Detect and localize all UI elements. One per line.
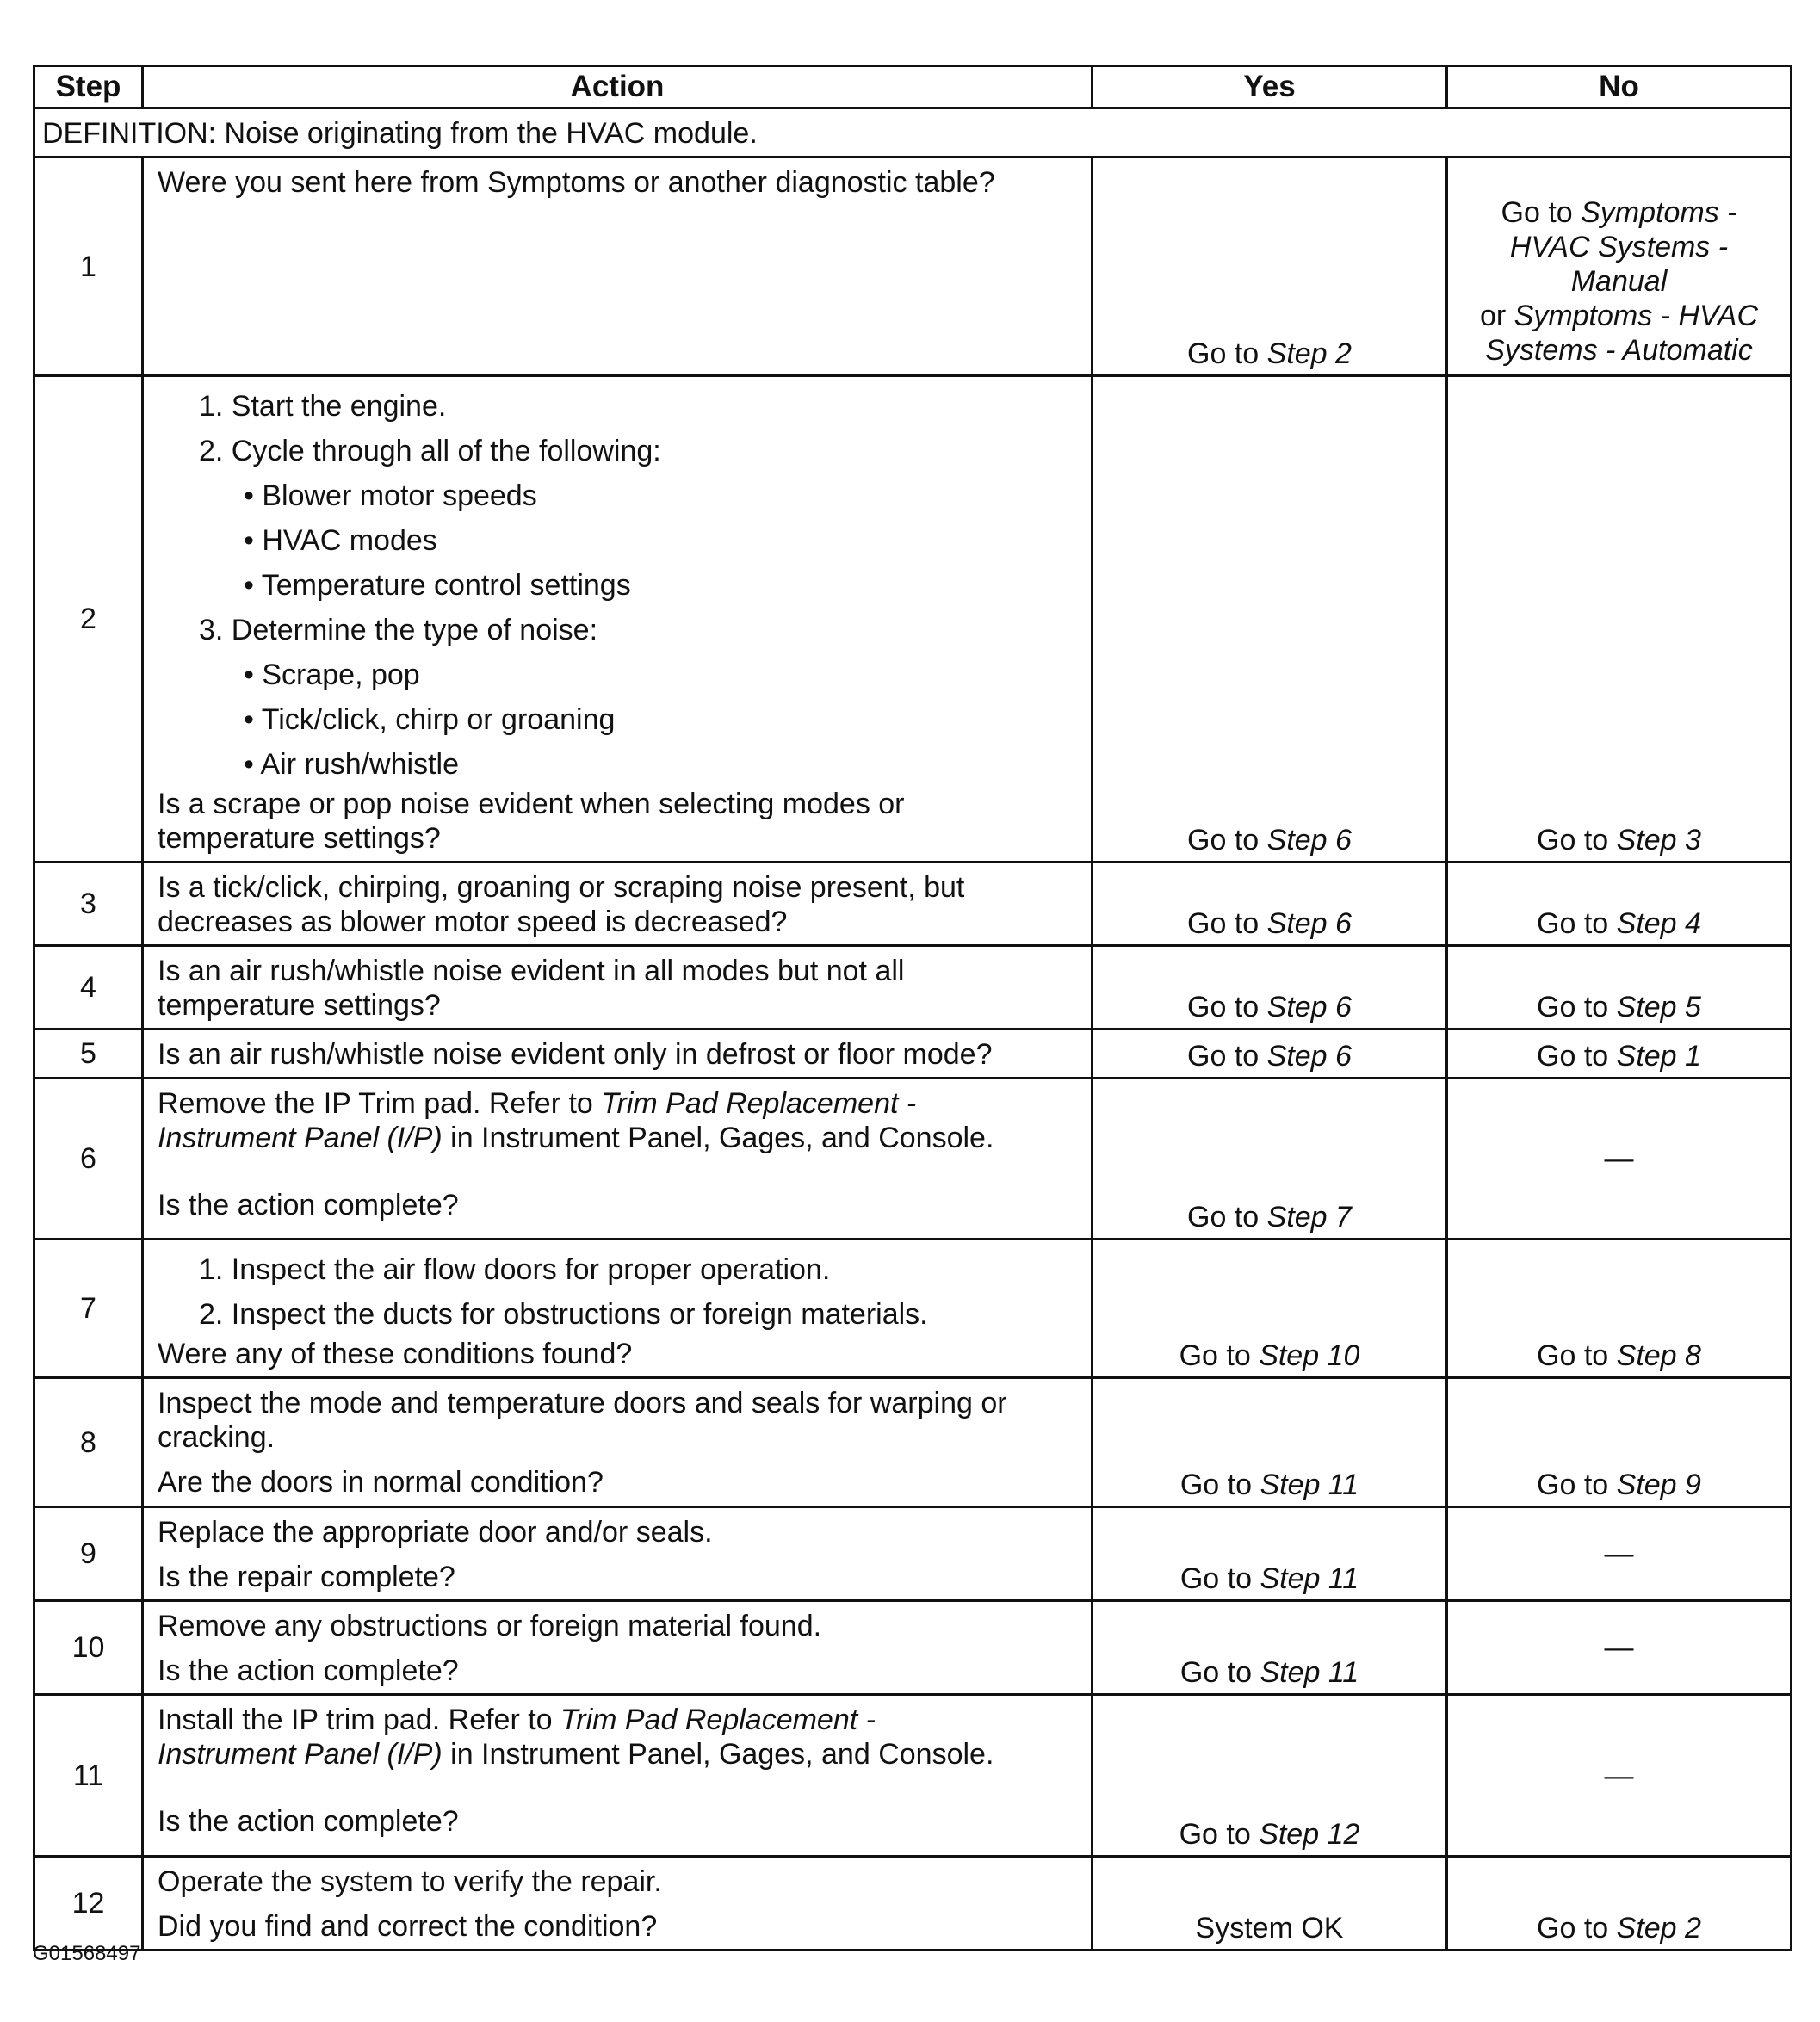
action-text: Inspect the mode and temperature doors and seals for warping or [158,1387,1007,1419]
action-text: Remove any obstructions or foreign material found. [158,1610,822,1642]
goto-prefix: Go to [1179,1469,1260,1501]
step-number: 5 [34,1030,143,1079]
table-row [34,1030,1792,1079]
yes-cell [1093,1030,1447,1079]
action-text: decreases as blower motor speed is decreased? [158,906,788,938]
step-ref: Step 11 [1260,1469,1359,1501]
bullet-item: • Air rush/whistle [244,748,459,781]
header-row [34,66,1792,108]
header-yes: Yes [1093,66,1447,108]
bullet-item: • Scrape, pop [244,659,420,691]
step-ref: Step 9 [1616,1469,1701,1501]
step-ref: Step 11 [1260,1656,1359,1689]
table-row [34,863,1792,946]
or-text: or [1479,300,1514,332]
goto-prefix: Go to [1187,1040,1267,1073]
step-ref: Step 1 [1616,1040,1701,1073]
list-item: 1. Start the engine. [199,390,447,423]
action-text: in Instrument Panel, Gages, and Console. [442,1738,994,1771]
list-item: 3. Determine the type of noise: [199,614,598,646]
goto-prefix: Go to [1179,1818,1260,1851]
goto-prefix: Go to [1537,907,1617,940]
doc-ref: HVAC Systems - [1509,231,1729,263]
table-row [34,1857,1792,1951]
question-text: Is the repair complete? [158,1561,455,1593]
question-text: Is the action complete? [158,1654,459,1687]
no-cell [1447,1507,1792,1601]
doc-ref: Trim Pad Replacement - [560,1704,876,1736]
step-ref: Step 8 [1616,1339,1701,1372]
table-row [34,1601,1792,1695]
action-text: temperature settings? [158,989,441,1022]
list-item: 2. Inspect the ducts for obstructions or foreign materials. [199,1298,928,1331]
action-cell [143,376,1093,863]
goto-prefix: Go to [1187,824,1267,856]
step-ref: Step 12 [1259,1818,1360,1851]
question-text: Is the action complete? [158,1189,459,1221]
doc-ref: Trim Pad Replacement - [601,1087,917,1120]
table-row [34,1378,1792,1507]
action-cell [143,1857,1093,1951]
doc-ref: Symptoms - [1581,196,1737,229]
table-row [34,1240,1792,1378]
action-cell [143,1079,1093,1240]
no-cell [1447,1079,1792,1240]
step-number: 1 [34,158,143,376]
question-text: Did you find and correct the condition? [158,1910,658,1943]
empty-dash: — [1604,1142,1634,1175]
step-ref: Step 6 [1266,907,1352,940]
question-text: Are the doors in normal condition? [158,1466,604,1499]
no-cell [1447,946,1792,1030]
table-row [34,946,1792,1030]
step-number: 6 [34,1079,143,1240]
no-cell [1447,158,1792,376]
action-text: Remove the IP Trim pad. Refer to [158,1087,602,1120]
action-text: in Instrument Panel, Gages, and Console. [442,1122,994,1154]
no-cell [1447,1378,1792,1507]
no-cell [1447,1601,1792,1695]
no-cell [1447,863,1792,946]
action-cell [143,1030,1093,1079]
doc-ref: Manual [1570,265,1668,298]
bullet-item: • Blower motor speeds [244,479,537,512]
goto-prefix: Go to [1179,1656,1260,1689]
question-text: Is a scrape or pop noise evident when selecting modes or [158,788,905,820]
empty-dash: — [1604,1537,1634,1570]
step-ref: Step 2 [1616,1912,1701,1945]
goto-prefix: Go to [1179,1339,1260,1372]
action-cell [143,946,1093,1030]
action-text: Is an air rush/whistle noise evident in all modes but not all [158,955,905,987]
step-ref: Step 4 [1616,907,1701,940]
doc-ref: Systems - Automatic [1485,334,1753,367]
bullet-item: • HVAC modes [244,524,437,557]
step-number: 8 [34,1378,143,1507]
step-ref: Step 6 [1266,991,1352,1023]
goto-prefix: Go to [1187,337,1267,370]
step-ref: Step 6 [1266,1040,1352,1073]
question-text: Is the action complete? [158,1805,459,1838]
goto-prefix: Go to [1537,1469,1617,1501]
action-text: Were you sent here from Symptoms or another diagnostic table? [158,166,995,199]
step-number: 4 [34,946,143,1030]
goto-prefix: Go to [1187,991,1267,1023]
goto-prefix: Go to [1187,907,1267,940]
result-text: System OK [1195,1912,1344,1945]
step-ref: Step 6 [1266,824,1352,856]
table-row [34,1695,1792,1857]
diagnostic-table [33,65,1792,1951]
step-number: 2 [34,376,143,863]
list-item: 1. Inspect the air flow doors for proper operation. [199,1253,831,1286]
yes-cell [1093,1507,1447,1601]
action-cell [143,158,1093,376]
header-action: Action [143,66,1093,108]
header-no: No [1447,66,1792,108]
yes-cell [1093,1601,1447,1695]
yes-cell [1093,1079,1447,1240]
figure-id: G01568497 [33,1942,141,1965]
step-number: 10 [34,1601,143,1695]
step-ref: Step 2 [1266,337,1352,370]
goto-prefix: Go to [1187,1201,1267,1234]
goto-prefix: Go to [1501,196,1582,229]
question-text: Were any of these conditions found? [158,1338,633,1370]
bullet-item: • Temperature control settings [244,569,631,602]
action-cell [143,1240,1093,1378]
header-step: Step [34,66,143,108]
no-cell [1447,1857,1792,1951]
step-ref: Step 3 [1616,824,1701,856]
table-row [34,376,1792,863]
action-text: Install the IP trim pad. Refer to [158,1704,561,1736]
goto-prefix: Go to [1537,1912,1617,1945]
yes-cell [1093,1240,1447,1378]
step-number: 9 [34,1507,143,1601]
yes-cell [1093,158,1447,376]
action-text: Operate the system to verify the repair. [158,1865,662,1898]
step-ref: Step 10 [1259,1339,1360,1372]
list-item: 2. Cycle through all of the following: [199,435,661,467]
step-number: 12 [34,1857,143,1951]
yes-cell [1093,1695,1447,1857]
doc-ref: Symptoms - HVAC [1514,300,1759,332]
no-cell [1447,1240,1792,1378]
action-text: cracking. [158,1421,275,1454]
goto-prefix: Go to [1179,1562,1260,1595]
step-ref: Step 11 [1260,1562,1359,1595]
empty-dash: — [1604,1631,1634,1664]
bullet-item: • Tick/click, chirp or groaning [244,703,616,736]
step-number: 11 [34,1695,143,1857]
definition-text: DEFINITION: Noise originating from the HVAC module. [34,108,1792,158]
goto-prefix: Go to [1537,1339,1617,1372]
definition-row [34,108,1792,158]
action-cell [143,1695,1093,1857]
action-text: Is a tick/click, chirping, groaning or scraping noise present, but [158,871,965,904]
doc-ref: Instrument Panel (I/P) [158,1738,443,1771]
empty-dash: — [1604,1759,1634,1792]
step-ref: Step 7 [1266,1201,1352,1234]
action-cell [143,1601,1093,1695]
yes-cell [1093,863,1447,946]
goto-prefix: Go to [1537,1040,1617,1073]
goto-prefix: Go to [1537,824,1617,856]
step-number: 7 [34,1240,143,1378]
goto-prefix: Go to [1537,991,1617,1023]
question-text: temperature settings? [158,822,441,855]
no-cell [1447,1695,1792,1857]
yes-cell [1093,1378,1447,1507]
action-text: Is an air rush/whistle noise evident only in defrost or floor mode? [158,1038,993,1071]
action-cell [143,863,1093,946]
yes-cell [1093,946,1447,1030]
step-number: 3 [34,863,143,946]
doc-ref: Instrument Panel (I/P) [158,1122,443,1154]
table-row [34,1507,1792,1601]
step-ref: Step 5 [1616,991,1701,1023]
no-cell [1447,376,1792,863]
table-row [34,158,1792,376]
no-cell [1447,1030,1792,1079]
action-cell [143,1507,1093,1601]
yes-cell [1093,1857,1447,1951]
table-row [34,1079,1792,1240]
action-text: Replace the appropriate door and/or seals. [158,1516,713,1549]
action-cell [143,1378,1093,1507]
yes-cell [1093,376,1447,863]
